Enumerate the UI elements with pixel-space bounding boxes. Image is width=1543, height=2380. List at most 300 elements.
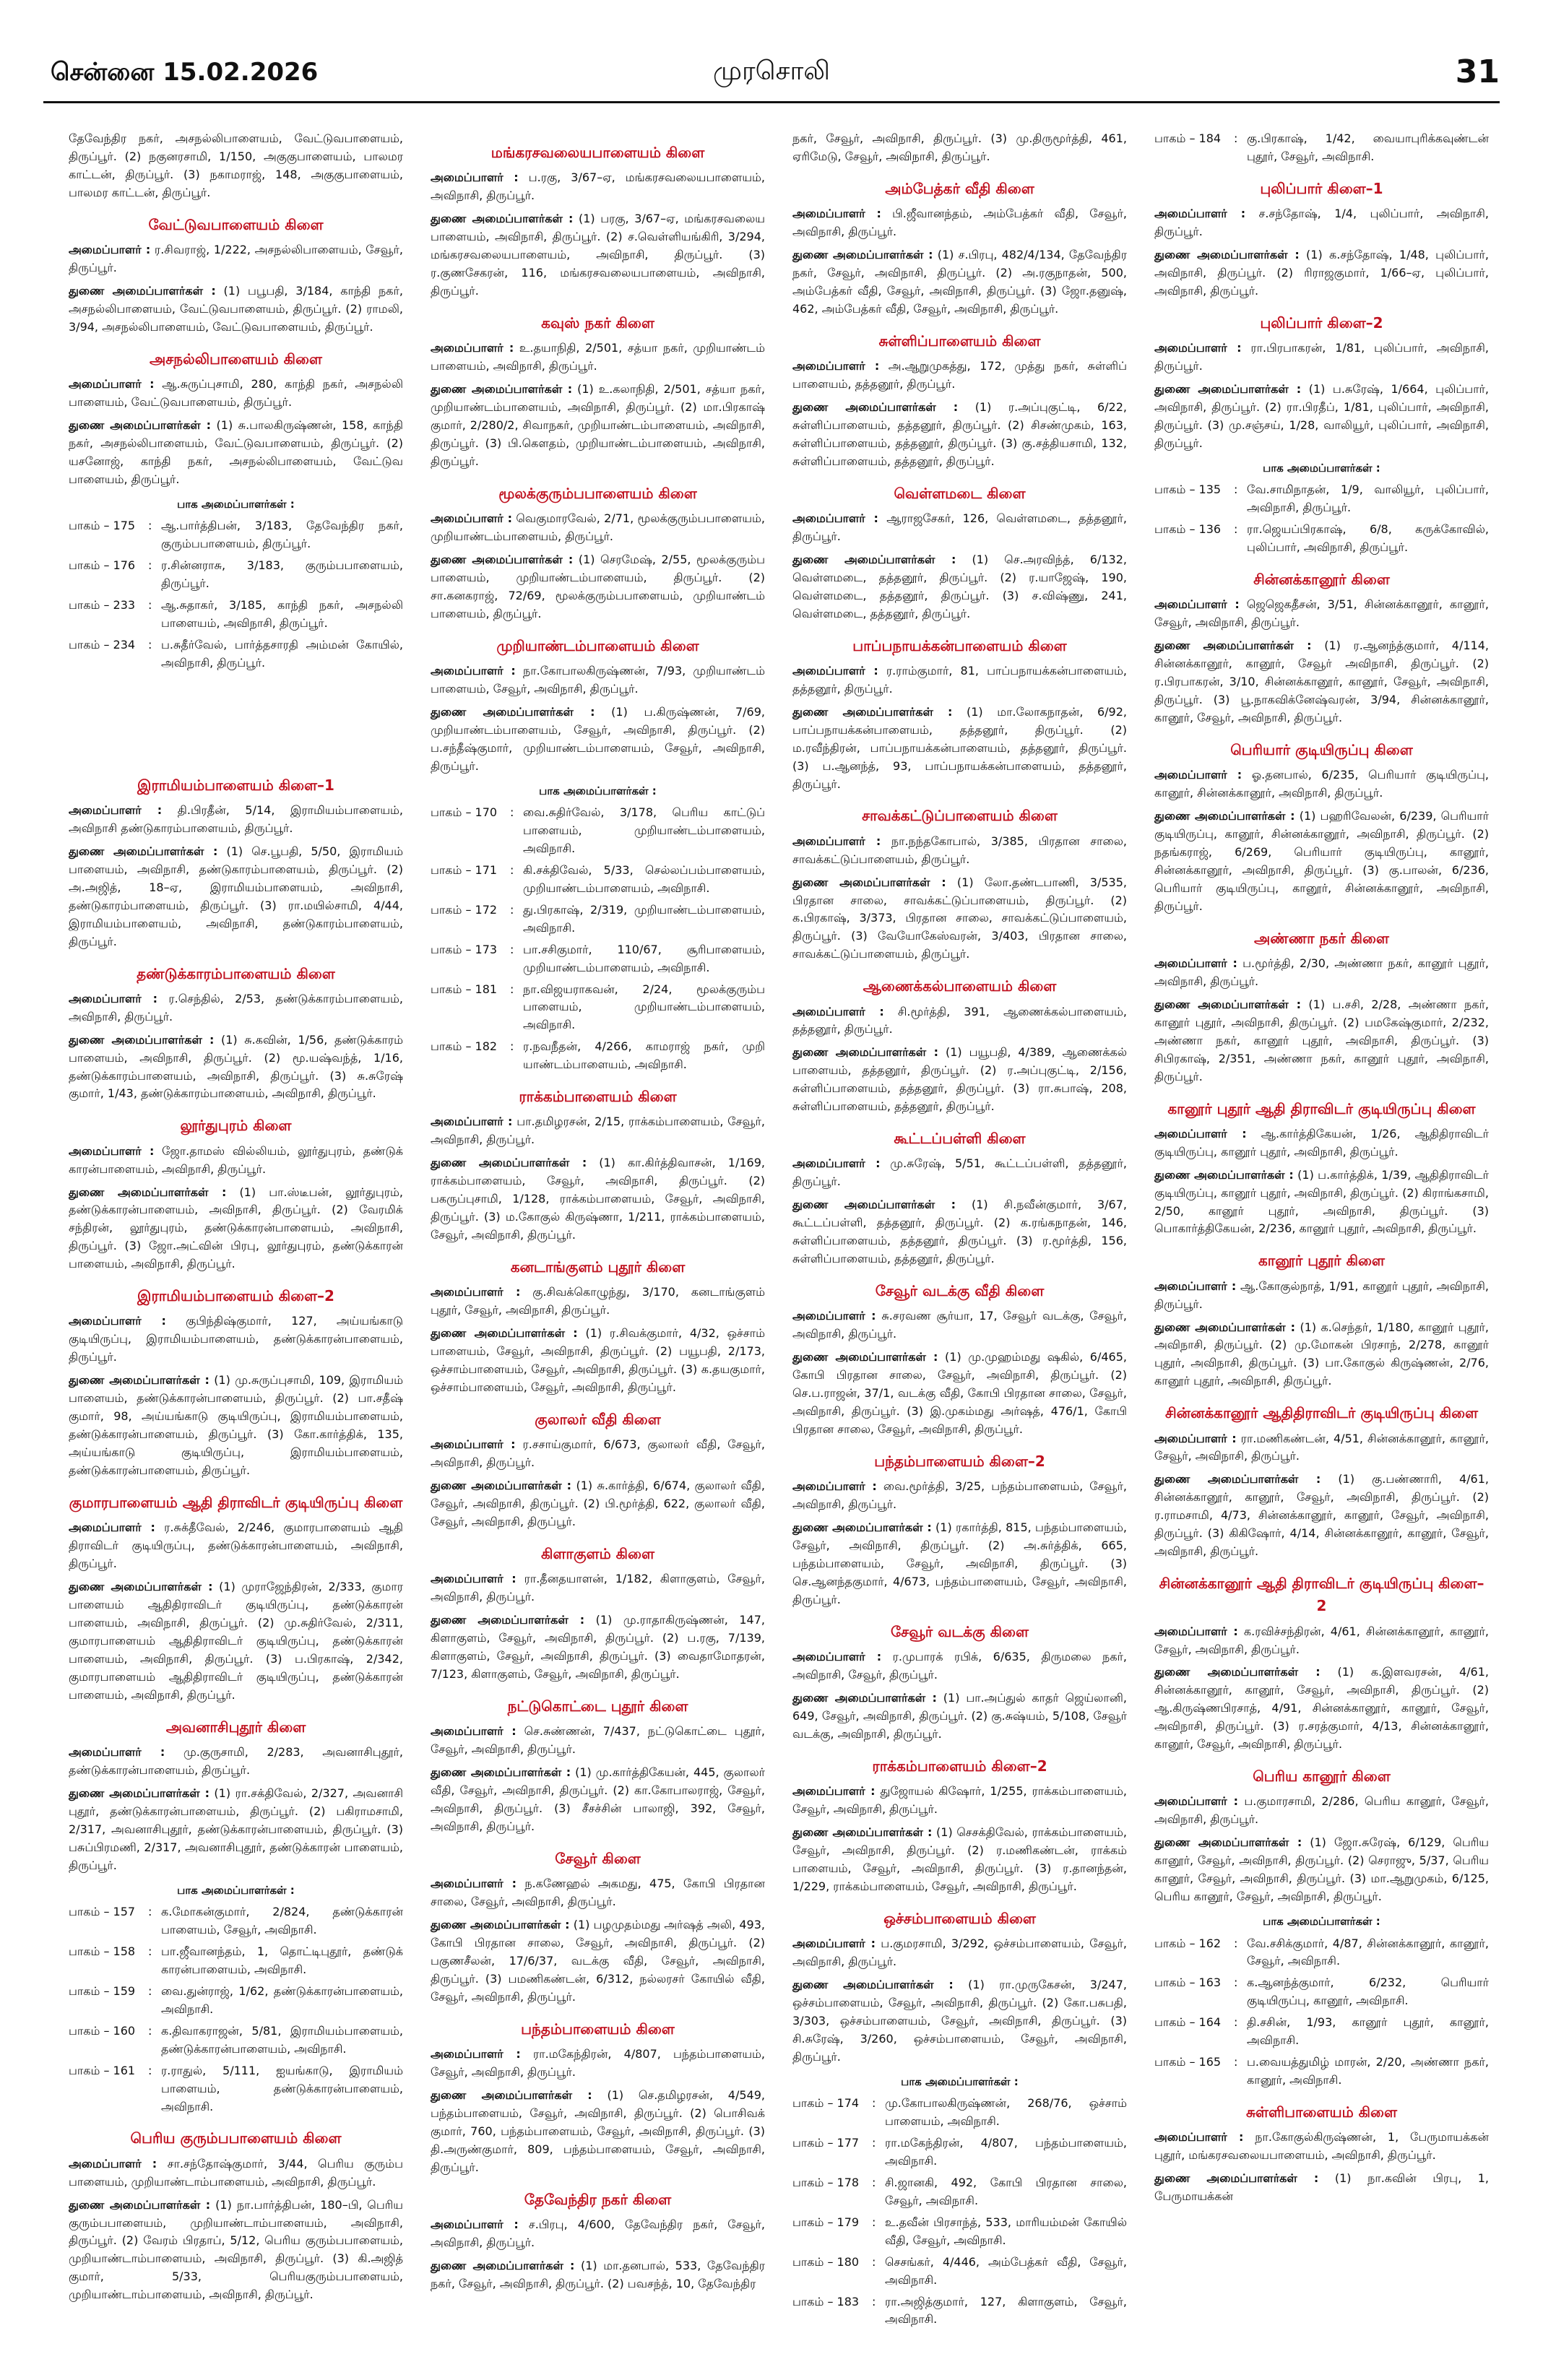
paragraph-text: ந.கணேஹல் அகமது, 475, கோபி பிரதான சாலை, சேவூர், அவிநாசி, திருப்பூர். bbox=[431, 1876, 765, 1908]
paragraph-text: (1) ர.அப்புகுட்டி, 6/22, சுள்ளிப்பாளையம், தத்தனூர், திருப்பூர். (2) சிசண்முகம், 163, சுள்ளிப்பாளையம், தத்தனூர், திருப்பூர். (3) கு.சத்தியசாமி, 132, சுள்ளிப்பாளையம், தத்தனூர், திருப்பூர். bbox=[792, 399, 1127, 468]
booth-row bbox=[1154, 1974, 1489, 2010]
role-label: அமைப்பாளர் : bbox=[1154, 597, 1240, 612]
paragraph-text: ப.குமரசாமி, 3/292, ஒச்சம்பாளையம், சேவூர், அவிநாசி, திருப்பூர். bbox=[792, 1936, 1127, 1968]
booth-organizer: ரா.மகேந்திரன், 4/807, பந்தம்பாளையம், அவிநாசி. bbox=[885, 2135, 1127, 2168]
role-label: அமைப்பாளர் : bbox=[792, 1004, 884, 1018]
branch-heading: அசநல்லிபாளையம் கிளை bbox=[150, 350, 322, 368]
role-label: அமைப்பாளர் : bbox=[69, 376, 155, 391]
paragraph-text: (1) செரமேஷ், 2/55, மூலக்குரும்ப பாளையம், முறியாண்டம்பாளையம், திருப்பூர். (2) சா.கனகராஜ், 72/69, மூலக்குரும்பபாளையம், முறியாண்டம் பாளையம், திருப்பூர். bbox=[431, 552, 765, 620]
branch-heading: இராமியம்பாளையம் கிளை–1 bbox=[137, 776, 334, 794]
paragraph-text: ரா.மகேந்திரன், 4/807, பந்தம்பாளையம், சேவூர், அவிநாசி, திருப்பூர். bbox=[431, 2046, 765, 2079]
booth-separator: : bbox=[148, 519, 152, 533]
booth-row bbox=[792, 2293, 1127, 2329]
booth-row bbox=[1154, 481, 1489, 517]
role-label: அமைப்பாளர் : bbox=[69, 802, 163, 817]
role-label: அமைப்பாளர் : bbox=[1154, 1794, 1238, 1809]
paragraph-text: (1) செசக்திவேல், ராக்கம்பாளையம், சேவூர், அவிநாசி, திருப்பூர். (2) ர.மணிகண்டன், ராக்கம் பாளையம், சேவூர், அவிநாசி, திருப்பூர். (3) ர.தானந்தன், 1/229, ராக்கம்பாளையம், சேவூர், அவிநாசி, திருப்பூர். bbox=[792, 1825, 1127, 1893]
booth-separator: : bbox=[872, 2215, 876, 2229]
booth-separator: : bbox=[510, 862, 514, 877]
paragraph-text: வெகுமாரவேல், 2/71, மூலக்குரும்பபாளையம், முறியாண்டம்பாளையம், திருப்பூர். bbox=[431, 511, 765, 543]
role-label: அமைப்பாளர் : bbox=[792, 511, 878, 525]
paragraph-text: (1) க.சந்தோஷ், 1/48, புலிப்பார், அவிநாசி, திருப்பூர். (2) ரிராஜகுமார், 1/66–ஏ, புலிப்பார், அவிநாசி, திருப்பூர். bbox=[1154, 248, 1489, 298]
role-label: துணை அமைப்பாளர்கள் : bbox=[1154, 997, 1301, 1011]
role-label: துணை அமைப்பாளர்கள் : bbox=[431, 1326, 578, 1341]
paragraph-text: (1) மு.முஹம்மது ஷகில், 6/465, கோபி பிரதான சாலை, சேவூர், அவிநாசி, திருப்பூர். (2) செ.ப.ராஜன், 37/1, வடக்கு வீதி, கோபி பிரதான சாலை, சேவூர், அவிநாசி, திருப்பூர். (3) இ.முகம்மது அர்ஷத், 476/1, கோபி பிரதான சாலை, சேவூர், அவிநாசி, திருப்பூர். bbox=[792, 1350, 1127, 1437]
paragraph-text: (1) ரா.முருகேசன், 3/247, ஒச்சம்பாளையம், சேவூர், அவிநாசி, திருப்பூர். (2) கோ.பசுபதி, 3/303, ஒச்சம்பாளையம், சேவூர், அவிநாசி, திருப்பூர். (3) சி.சுரேஷ், 3/260, ஒச்சம்பாளையம், சேவூர், அவிநாசி, திருப்பூர். bbox=[792, 1977, 1127, 2064]
booth-number: பாகம் – 160 bbox=[69, 2023, 136, 2038]
organizer-paragraph bbox=[792, 1044, 1127, 1116]
booth-organizer: வை.துன்ராஜ், 1/62, தண்டுக்காரன்பாளையம், அவிநாசி. bbox=[161, 1983, 403, 2016]
role-label: அமைப்பாளர் : bbox=[431, 170, 519, 185]
booth-number: பாகம் – 170 bbox=[431, 805, 498, 819]
header-rule bbox=[43, 101, 1500, 103]
paragraph-text: (1) மு.ராதாகிருஷ்ணன், 147, கிளாகுளம், சேவூர், அவிநாசி, திருப்பூர். (2) ப.ரகு, 7/139, கிளாகுளம், சேவூர், அவிநாசி, திருப்பூர். (3) வைதாமோதரன், 7/123, கிளாகுளம், சேவூர், அவிநாசி, திருப்பூர். bbox=[431, 1613, 765, 1681]
paragraph-text: (1) க.இளவரசன், 4/61, சின்னக்கானூர், கானூர், சேவூர், அவிநாசி, திருப்பூர். (2) ஆ.கிருஷ்ணபிரசாத், 4/91, சின்னக்கானூர், கானூர், சேவூர், அவிநாசி, திருப்பூர். (3) ர.சரத்குமார், 4/13, சின்னக்கானூர், கானூர், சேவூர், அவிநாசி, திருப்பூர். bbox=[1154, 1665, 1489, 1752]
booth-organizer: சி.ஜானகி, 492, கோபி பிரதான சாலை, சேவூர், அவிநாசி. bbox=[885, 2175, 1127, 2207]
booth-separator: : bbox=[148, 1983, 152, 1998]
organizer-paragraph bbox=[1154, 808, 1489, 916]
paragraph-text: ரா.பிரபாகரன், 1/81, புலிப்பார், அவிநாசி, திருப்பூர். bbox=[1154, 341, 1489, 373]
booth-row bbox=[431, 1038, 765, 1074]
organizer-paragraph bbox=[1154, 596, 1489, 632]
organizer-paragraph bbox=[431, 1570, 765, 1606]
booth-number: பாகம் – 175 bbox=[69, 519, 136, 533]
organizer-paragraph bbox=[431, 510, 765, 546]
paragraph-text: ச.பிரபு, 4/600, தேவேந்திர நகர், சேவூர், அவிநாசி, திருப்பூர். bbox=[431, 2217, 765, 2249]
role-label: அமைப்பாளர் : bbox=[792, 1309, 876, 1323]
organizer-paragraph bbox=[1154, 1663, 1489, 1754]
paragraph-text: (1) கா.கிர்த்திவாசன், 1/169, ராக்கம்பாளையம், சேவூர், அவிநாசி, திருப்பூர். (2) பகருப்புசாமி, 1/128, ராக்கம்பாளையம், சேவூர், அவிநாசி, திருப்பூர். (3) ம.கோகுல் கிருஷ்ணா, 1/211, ராக்கம்பாளையம், சேவூர், அவிநாசி, திருப்பூர். bbox=[431, 1156, 765, 1242]
organizer-paragraph bbox=[1154, 1430, 1489, 1466]
role-label: துணை அமைப்பாளர்கள் : bbox=[431, 381, 573, 396]
role-label: துணை அமைப்பாளர்கள் : bbox=[1154, 1835, 1302, 1850]
role-label: அமைப்பாளர் : bbox=[792, 207, 881, 221]
organizer-paragraph bbox=[792, 1003, 1127, 1039]
role-label: அமைப்பாளர் : bbox=[1154, 1431, 1237, 1445]
organizer-paragraph bbox=[1154, 1471, 1489, 1561]
role-label: அமைப்பாளர் : bbox=[69, 1314, 166, 1328]
organizer-paragraph bbox=[1154, 2129, 1489, 2165]
role-label: அமைப்பாளர் : bbox=[1154, 956, 1237, 970]
organizer-paragraph bbox=[69, 417, 403, 489]
paragraph-text: ர.முபாரக் ரபிக், 6/635, திருமலை நகர், அவிநாசி, சேவூர், திருப்பூர். bbox=[792, 1650, 1127, 1682]
branch-heading: வேட்டுவபாளையம் கிளை bbox=[148, 215, 324, 233]
role-label: துணை அமைப்பாளர்கள் : bbox=[69, 1185, 227, 1199]
paragraph-text: (1) ப.சசி, 2/28, அண்ணா நகர், கானூர் புதூர், அவிநாசி, திருப்பூர். (2) பமகேஷ்குமார், 2/232, அண்ணா நகர், கானூர் புதூர், அவிநாசி, திருப்பூர். (3) சிபிரகாஷ், 2/351, அண்ணா நகர், கானூர் புதூர், அவிநாசி, திருப்பூர். bbox=[1154, 997, 1489, 1083]
paragraph-text: ஆராஜசேகர், 126, வெள்ளமடை, தத்தனூர், திருப்பூர். bbox=[792, 511, 1127, 543]
organizer-paragraph bbox=[69, 1519, 403, 1573]
branch-heading: முறியாண்டம்பாளையம் கிளை bbox=[496, 636, 699, 654]
booth-separator: : bbox=[872, 2294, 876, 2308]
paragraph-text: சு.சரவண சூர்யா, 17, சேவூர் வடக்கு, சேவூர், அவிநாசி, திருப்பூர். bbox=[792, 1309, 1127, 1341]
organizer-paragraph bbox=[69, 241, 403, 277]
branch-heading: சின்னக்கானூர் ஆதிதிராவிடர் குடியிருப்பு கிளை bbox=[1164, 1404, 1479, 1422]
booth-row bbox=[431, 804, 765, 858]
booth-separator: : bbox=[510, 942, 514, 956]
paragraph-text: (1) முராஜேந்திரன், 2/333, குமார பாளையம் ஆதிதிராவிடர் குடியிருப்பு, தண்டுக்காரன் பாளையம், அவிநாசி, திருப்பூர். (2) மு.சுதிர்வேல், 2/311, குமாரபாளையம் ஆதிதிராவிடர் குடியிருப்பு, தண்டுக்காரன் பாளையம், அவிநாசி, திருப்பூர். (3) ப.பிரகாஷ், 2/342, குமாரபாளையம் ஆதிதிராவிடர் குடியிருப்பு, தண்டுக்காரன் பாளையம், அவிநாசி, திருப்பூர். bbox=[69, 1580, 403, 1702]
branch-heading: கவுஸ் நகர் கிளை bbox=[541, 313, 654, 332]
role-label: அமைப்பாளர் : bbox=[1154, 207, 1246, 221]
paragraph-text: உ.தயாநிதி, 2/501, சத்யா நகர், முறியாண்டம் பாளையம், அவிநாசி, திருப்பூர். bbox=[431, 341, 765, 373]
booth-organizer: செசங்கர், 4/446, அம்பேத்கர் வீதி, சேவூர், அவிநாசி. bbox=[885, 2254, 1127, 2287]
organizer-paragraph bbox=[792, 1935, 1127, 1971]
role-label: அமைப்பாளர் : bbox=[69, 1520, 155, 1535]
organizer-paragraph bbox=[431, 551, 765, 623]
organizer-paragraph bbox=[1154, 1793, 1489, 1829]
role-label: அமைப்பாளர் : bbox=[1154, 1278, 1237, 1293]
role-label: துணை அமைப்பாளர்கள் : bbox=[792, 1825, 933, 1839]
paragraph-text: துஜோயல் கிஷோர், 1/255, ராக்கம்பாளையம், சேவூர், அவிநாசி, திருப்பூர். bbox=[792, 1784, 1127, 1816]
role-label: துணை அமைப்பாளர்கள் : bbox=[431, 212, 574, 226]
role-label: அமைப்பாளர் : bbox=[792, 1650, 882, 1664]
branch-heading: சுள்ளிபாளையம் கிளை bbox=[1245, 2103, 1398, 2121]
booth-organizer: க.மோகன்குமார், 2/824, தண்டுக்காரன் பாளையம், சேவூர், அவிநாசி. bbox=[161, 1905, 403, 1937]
role-label: அமைப்பாளர் : bbox=[1154, 341, 1242, 355]
role-label: அமைப்பாளர் : bbox=[431, 663, 516, 678]
branch-heading: வெள்ளமடை கிளை bbox=[894, 484, 1026, 502]
role-label: துணை அமைப்பாளர்கள் : bbox=[1154, 808, 1295, 823]
organizer-paragraph bbox=[1154, 205, 1489, 241]
organizer-paragraph bbox=[792, 704, 1127, 794]
role-label: அமைப்பாளர் : bbox=[431, 2046, 521, 2061]
booth-separator: : bbox=[148, 597, 152, 612]
role-label: துணை அமைப்பாளர்கள் : bbox=[69, 283, 216, 298]
role-label: அமைப்பாளர் : bbox=[431, 1572, 517, 1586]
booth-number: பாகம் – 158 bbox=[69, 1944, 136, 1958]
organizer-paragraph bbox=[69, 990, 403, 1026]
edition-date: சென்னை 15.02.2026 bbox=[51, 58, 319, 87]
booth-organizer: பா.சசிகுமார், 110/67, சூரிபாளையம், முறியாண்டம்பாளையம், அவிநாசி. bbox=[523, 942, 765, 974]
booth-number: பாகம் – 165 bbox=[1154, 2055, 1222, 2069]
paragraph-text: சி.மூர்த்தி, 391, ஆணைக்கல்பாளையம், தத்தனூர், திருப்பூர். bbox=[792, 1004, 1127, 1037]
paragraph-text: (1) கு.பண்ணாரி, 4/61, சின்னக்கானூர், கானூர், சேவூர், அவிநாசி, திருப்பூர். (2) ர.ராமசாமி, 4/73, சின்னக்கானூர், கானூர், சேவூர், அவிநாசி, திருப்பூர். (3) கிகிஷோர், 4/14, சின்னக்கானூர், கானூர், சேவூர், அவிநாசி, திருப்பூர். bbox=[1154, 1472, 1489, 1559]
booth-number: பாகம் – 171 bbox=[431, 862, 498, 877]
role-label: அமைப்பாளர் : bbox=[792, 1784, 876, 1799]
paragraph-text: ஆ.கோகுல்நாத், 1/91, கானூர் புதூர், அவிநாசி, திருப்பூர். bbox=[1154, 1278, 1489, 1311]
branch-heading: ராக்கம்பாளையம் கிளை bbox=[519, 1088, 677, 1106]
booth-separator: : bbox=[1234, 522, 1238, 537]
branch-heading: கானூர் புதூர் ஆதி திராவிடர் குடியிருப்பு கிளை bbox=[1167, 1099, 1476, 1117]
booth-number: பாகம் – 173 bbox=[431, 942, 498, 956]
branch-heading: புலிப்பார் கிளை–2 bbox=[1260, 313, 1383, 332]
paragraph-text: (1) பஹரிவேலன், 6/239, பெரியார் குடியிருப்பு, கானூர், சின்னக்கானூர், அவிநாசி, திருப்பூர். (2) நதங்கராஜ், 6/269, பெரியார் குடியிருப்பு, கானூர், சின்னக்கானூர், அவிநாசி, திருப்பூர். (3) கு.பாலன், 6/236, பெரியார் குடியிருப்பு, கானூர், சின்னக்கானூர், அவிநாசி, திருப்பூர். bbox=[1154, 808, 1489, 913]
organizer-paragraph bbox=[69, 1184, 403, 1274]
paragraph-text: (1) செ.பூபதி, 5/50, இராமியம் பாளையம், அவிநாசி, தண்டுகாரம்பாளையம், திருப்பூர். (2) அ.அஜித், 18–ஏ, இராமியம்பாளையம், அவிநாசி, தண்டுகாரம்பாளையம், திருப்பூர். (3) ரா.மயில்சாமி, 4/44, இராமியம்பாளையம், அவிநாசி, தண்டுகாரம்பாளையம், திருப்பூர். bbox=[69, 844, 403, 948]
role-label: துணை அமைப்பாளர்கள் : bbox=[1154, 381, 1302, 396]
organizer-paragraph bbox=[1154, 1319, 1489, 1391]
branch-heading: ஒச்சம்பாளையம் கிளை bbox=[883, 1909, 1036, 1927]
booth-organizer: து.பிரகாஷ், 2/319, முறியாண்டம்பாளையம், அவிநாசி. bbox=[523, 902, 765, 935]
organizer-paragraph bbox=[431, 1154, 765, 1245]
role-label: அமைப்பாளர் : bbox=[1154, 2130, 1244, 2145]
branch-heading: கிளாகுளம் கிளை bbox=[540, 1544, 654, 1562]
branch-heading: பந்தம்பாளையம் கிளை bbox=[521, 2020, 675, 2038]
branch-heading: குலாலர் வீதி கிளை bbox=[535, 1411, 661, 1429]
booth-number: பாகம் – 164 bbox=[1154, 2015, 1222, 2030]
section-subheading: பாக அமைப்பாளர்கள் : bbox=[539, 784, 657, 797]
organizer-paragraph bbox=[1154, 1125, 1489, 1161]
paragraph-text: (1) மு.கார்த்திகேயன், 445, குலாலர் வீதி, சேவூர், அவிநாசி, திருப்பூர். (2) கா.கோபாலராஜ், சேவூர், அவிநாசி, திருப்பூர். (3) சீசச்சின் பாலாஜி, 392, சேவூர், அவிநாசி, திருப்பூர். bbox=[431, 1765, 765, 1833]
organizer-paragraph bbox=[431, 704, 765, 776]
booth-separator: : bbox=[1234, 1976, 1238, 1990]
organizer-paragraph bbox=[1154, 381, 1489, 453]
booth-number: பாகம் – 135 bbox=[1154, 483, 1222, 497]
booth-number: பாகம் – 234 bbox=[69, 637, 136, 652]
column-2 bbox=[431, 130, 765, 2358]
organizer-paragraph bbox=[792, 1783, 1127, 1819]
paragraph-text: ப.ரகு, 3/67–ஏ, மங்கரசவலையபாளையம், அவிநாசி, திருப்பூர். bbox=[431, 170, 765, 203]
organizer-paragraph bbox=[1154, 339, 1489, 376]
booth-organizer: ரா.அஜித்குமார், 127, கிளாகுளம், சேவூர், அவிநாசி. bbox=[885, 2294, 1127, 2327]
paragraph-text: ஆ.சுருப்புசாமி, 280, காந்தி நகர், அசநல்லி பாளையம், வேட்டுவபாளையம், திருப்பூர். bbox=[69, 376, 403, 409]
booth-number: பாகம் – 157 bbox=[69, 1905, 136, 1918]
role-label: துணை அமைப்பாளர்கள் : bbox=[1154, 248, 1300, 261]
booth-number: பாகம் – 163 bbox=[1154, 1976, 1222, 1990]
booth-organizer: க.திவாகராஜன், 5/81, இராமியம்பாளையம், தண்டுக்காரன்பாளையம், அவிநாசி. bbox=[161, 2023, 403, 2056]
role-label: துணை அமைப்பாளர்கள் : bbox=[792, 1198, 956, 1212]
booth-organizer: பா.ஜீவானந்தம், 1, தொட்டிபுதூர், தண்டுக் காரன்பாளையம், அவிநாசி. bbox=[161, 1944, 403, 1976]
role-label: துணை அமைப்பாளர்கள் : bbox=[792, 399, 959, 414]
organizer-paragraph bbox=[792, 1307, 1127, 1343]
booth-separator: : bbox=[148, 2023, 152, 2038]
paragraph-text: (1) ப.சுரேஷ், 1/664, புலிப்பார், அவிநாசி, திருப்பூர். (2) ரா.பிரதீப், 1/81, புலிப்பார், அவிநாசி, திருப்பூர். (3) மு.சஞ்சய், 1/28, வாலியூர், புலிப்பார், அவிநாசி, திருப்பூர். bbox=[1154, 381, 1489, 450]
organizer-paragraph bbox=[1154, 246, 1489, 300]
booth-row bbox=[69, 1943, 403, 1979]
role-label: துணை அமைப்பாளர்கள் : bbox=[431, 2258, 575, 2272]
paragraph-text: (1) மு.சுருப்புசாமி, 109, இராமியம் பாளையம், தண்டுக்காரன்பாளையம், திருப்பூர். (2) பா.சதீஷ் குமார், 98, அய்யங்காடு குடியிருப்பு, இராமியம்பாளையம், தண்டுக்காரன்பாளையம், திருப்பூர். (3) கோ.கார்த்திக், 135, அய்யங்காடு குடியிருப்பு, இராமியம்பாளையம், தண்டுக்காரன்பாளையம், திருப்பூர். bbox=[69, 1373, 403, 1478]
branch-heading: சேவூர் கிளை bbox=[555, 1849, 641, 1867]
role-label: துணை அமைப்பாளர்கள் : bbox=[69, 1786, 210, 1800]
organizer-paragraph bbox=[431, 2046, 765, 2082]
role-label: அமைப்பாளர் : bbox=[431, 2217, 519, 2231]
booth-organizer: ப.வையத்துமிழ் மாரன், 2/20, அண்ணா நகர், கானூர், அவிநாசி. bbox=[1247, 2055, 1489, 2087]
role-label: துணை அமைப்பாளர்கள் : bbox=[1154, 1472, 1321, 1487]
branch-heading: கானூர் புதூர் கிளை bbox=[1258, 1252, 1385, 1270]
booth-organizer: தி.சசின், 1/93, கானூர் புதூர், கானூர், அவிநாசி. bbox=[1247, 2015, 1489, 2048]
organizer-paragraph bbox=[431, 1113, 765, 1149]
booth-row bbox=[69, 1983, 403, 2019]
booth-row bbox=[1154, 1935, 1489, 1971]
organizer-paragraph bbox=[792, 1478, 1127, 1514]
booth-number: பாகம் – 159 bbox=[69, 1983, 136, 1998]
organizer-paragraph bbox=[792, 1976, 1127, 2067]
paragraph-text: (1) ப.கிருஷ்ணன், 7/69, முறியாண்டம்பாளையம், சேவூர், அவிநாசி, திருப்பூர். (2) ப.சந்தீஷ்குமார், முறியாண்டம்பாளையம், சேவூர், அவிநாசி, திருப்பூர். bbox=[431, 704, 765, 773]
branch-heading: பந்தம்பாளையம் கிளை–2 bbox=[874, 1453, 1045, 1471]
branch-heading: பாப்பநாயக்கன்பாளையம் கிளை bbox=[852, 636, 1067, 654]
booth-row bbox=[69, 636, 403, 672]
booth-organizer: வே.சாமிநாதன், 1/9, வாலியூர், புலிப்பார், அவிநாசி, திருப்பூர். bbox=[1247, 483, 1489, 515]
organizer-paragraph bbox=[69, 130, 403, 202]
paragraph-text: (1) பயூபதி, 4/389, ஆணைக்கல் பாளையம், தத்தனூர், திருப்பூர். (2) ர.அப்புகுட்டி, 2/156, சுள்ளிப்பாளையம், தத்தனூர், திருப்பூர். (3) ரா.சுபாஷ், 208, சுள்ளிப்பாளையம், தத்தனூர், திருப்பூர். bbox=[792, 1045, 1127, 1114]
paragraph-text: ஜோ.தாமஸ் வில்லியம், லூர்துபுரம், தண்டுக் காரன்பாளையம், அவிநாசி, திருப்பூர். bbox=[69, 1143, 403, 1176]
role-label: துணை அமைப்பாளர்கள் : bbox=[792, 1520, 932, 1535]
section-subheading: பாக அமைப்பாளர்கள் : bbox=[177, 497, 295, 511]
booth-organizer: கி.சக்திவேல், 5/33, செல்லப்பம்பாளையம், முறியாண்டம்பாளையம், அவிநாசி. bbox=[523, 862, 765, 895]
organizer-paragraph bbox=[792, 246, 1127, 319]
page-number: 31 bbox=[1455, 53, 1500, 90]
booth-row bbox=[431, 981, 765, 1035]
organizer-paragraph bbox=[69, 1031, 403, 1104]
organizer-paragraph bbox=[431, 1284, 765, 1320]
role-label: அமைப்பாளர் : bbox=[1154, 1624, 1238, 1638]
organizer-paragraph bbox=[1154, 1278, 1489, 1314]
booth-number: பாகம் – 176 bbox=[69, 558, 136, 572]
booth-organizer: ஆ.சுதாகர், 3/185, காந்தி நகர், அசநல்லி பாளையம், அவிநாசி, திருப்பூர். bbox=[161, 597, 403, 630]
branch-heading: சாவக்கட்டுப்பாளையம் கிளை bbox=[862, 807, 1058, 825]
paragraph-text: வை.மூர்த்தி, 3/25, பந்தம்பாளையம், சேவூர், அவிநாசி, திருப்பூர். bbox=[792, 1479, 1127, 1512]
organizer-paragraph bbox=[431, 381, 765, 471]
paragraph-text: (1) சு.கவின், 1/56, தண்டுக்காரம் பாளையம், அவிநாசி, திருப்பூர். (2) மூ.யஷ்வந்த், 1/16, தண்டுக்காரம்பாளையம், அவிநாசி, திருப்பூர். (3) சு.சுரேஷ் குமார், 1/43, தண்டுக்காரம்பாளையம், அவிநாசி, திருப்பூர். bbox=[69, 1032, 403, 1101]
organizer-paragraph bbox=[1154, 1834, 1489, 1906]
booth-organizer: வே.சசிக்குமார், 4/87, சின்னக்கானூர், கானூர், சேவூர், அவிநாசி. bbox=[1247, 1936, 1489, 1968]
role-label: துணை அமைப்பாளர்கள் : bbox=[69, 1373, 209, 1388]
branch-heading: சேவூர் வடக்கு கிளை bbox=[890, 1622, 1029, 1640]
branch-heading: லூர்துபுரம் கிளை bbox=[180, 1117, 292, 1135]
role-label: துணை அமைப்பாளர்கள் : bbox=[431, 1613, 585, 1627]
paragraph-text: ரா.தீனதயாளன், 1/182, கிளாகுளம், சேவூர், அவிநாசி, திருப்பூர். bbox=[431, 1572, 765, 1604]
booth-row bbox=[792, 2134, 1127, 2171]
role-label: துணை அமைப்பாளர்கள் : bbox=[431, 552, 574, 566]
paragraph-text: ர.சசாய்குமார், 6/673, குலாலர் வீதி, சேவூர், அவிநாசி, திருப்பூர். bbox=[431, 1437, 765, 1470]
organizer-paragraph bbox=[1154, 996, 1489, 1086]
paragraph-text: ர.சுக்தீவேல், 2/246, குமாரபாளையம் ஆதி திராவிடர் குடியிருப்பு, தண்டுக்காரன்பாளையம், அவிநாசி, திருப்பூர். bbox=[69, 1520, 403, 1571]
organizer-paragraph bbox=[431, 2087, 765, 2177]
organizer-paragraph bbox=[792, 1689, 1127, 1744]
booth-separator: : bbox=[510, 1039, 514, 1054]
paragraph-text: (1) ர.ஆனந்த்குமார், 4/114, சின்னக்கானூர், கானூர், சேவூர் அவிநாசி, திருப்பூர். (2) ர.பிரபாகரன், 3/10, சின்னக்கானூர், கானூர், சேவூர், அவிநாசி, திருப்பூர். (3) பூ.நாகவிக்னேஷ்வரன், 3/94, சின்னக்கானூர், கானூர், சேவூர், அவிநாசி, திருப்பூர். bbox=[1154, 639, 1489, 724]
section-subheading: பாக அமைப்பாளர்கள் : bbox=[177, 1883, 295, 1897]
organizer-paragraph bbox=[431, 1436, 765, 1472]
booth-row bbox=[792, 2095, 1127, 2131]
newspaper-title: முரசொலி bbox=[713, 56, 830, 86]
role-label: துணை அமைப்பாளர்கள் : bbox=[431, 1765, 571, 1779]
role-label: துணை அமைப்பாளர்கள் : bbox=[1154, 2171, 1319, 2186]
role-label: துணை அமைப்பாளர்கள் : bbox=[69, 417, 212, 432]
organizer-paragraph bbox=[1154, 2170, 1489, 2206]
article-columns bbox=[69, 130, 1492, 2358]
role-label: துணை அமைப்பாளர்கள் : bbox=[69, 844, 218, 858]
booth-row bbox=[792, 2254, 1127, 2290]
organizer-paragraph bbox=[69, 1578, 403, 1705]
organizer-paragraph bbox=[431, 1611, 765, 1684]
booth-row bbox=[69, 2022, 403, 2059]
organizer-paragraph bbox=[69, 2155, 403, 2191]
role-label: அமைப்பாளர் : bbox=[431, 341, 514, 355]
paragraph-text: (1) ரகார்த்தி, 815, பந்தம்பாளையம், சேவூர், அவிநாசி, திருப்பூர். (2) அ.சுர்த்திக், 665, பந்தம்பாளையம், சேவூர், அவிநாசி, திருப்பூர். (3) செ.ஆனந்தகுமார், 4/673, பந்தம்பாளையம், சேவூர், அவிநாசி, திருப்பூர். bbox=[792, 1520, 1127, 1606]
booth-separator: : bbox=[148, 1944, 152, 1958]
branch-heading: குமாரபாளையம் ஆதி திராவிடர் குடியிருப்பு கிளை bbox=[69, 1494, 403, 1512]
role-label: துணை அமைப்பாளர்கள் : bbox=[792, 704, 953, 719]
booth-organizer: ர.நவநீதன், 4/266, காமராஜ் நகர், முறி யாண்டம்பாளையம், அவிநாசி. bbox=[523, 1039, 765, 1072]
paragraph-text: அ.ஆறுமுகத்து, 172, முத்து நகர், சுள்ளிப் பாளையம், தத்தனூர், திருப்பூர். bbox=[792, 359, 1127, 391]
paragraph-text: ப.மூர்த்தி, 2/30, அண்ணா நகர், கானூர் புதூர், அவிநாசி, திருப்பூர். bbox=[1154, 956, 1489, 988]
booth-organizer: க.ஆனந்த்குமார், 6/232, பெரியார் குடியிருப்பு, கானூர், அவிநாசி. bbox=[1247, 1976, 1489, 2008]
booth-separator: : bbox=[872, 2135, 876, 2150]
branch-heading: பெரிய குரும்பபாளையம் கிளை bbox=[130, 2129, 342, 2147]
paragraph-text: (1) பா.அப்துல் காதர் ஜெய்லானி, 649, சேவூர், அவிநாசி, திருப்பூர். (2) கு.சுஷ்யம், 5/108, சேவூர் வடக்கு, அவிநாசி, திருப்பூர். bbox=[792, 1690, 1127, 1741]
paragraph-text: ரா.மணிகண்டன், 4/51, சின்னக்கானூர், கானூர், சேவூர், அவிநாசி, திருப்பூர். bbox=[1154, 1431, 1489, 1463]
paragraph-text: (1) ர.சிவக்குமார், 4/32, ஒச்சாம் பாளையம், சேவூர், அவிநாசி, திருப்பூர். (2) பயூபதி, 2/173, ஒச்சாம்பாளையம், சேவூர், அவிநாசி, திருப்பூர். (3) க.தயகுமார், ஒச்சாம்பாளையம், சேவூர், அவிநாசி, திருப்பூர். bbox=[431, 1326, 765, 1395]
branch-heading: சின்னக்கானூர் ஆதி திராவிடர் குடியிருப்பு கிளை–2 bbox=[1159, 1575, 1484, 1615]
paragraph-text: (1) மா.லோகநாதன், 6/92, பாப்பநாயக்கன்பாளையம், தத்தனூர், திருப்பூர். (2) ம.ரவீந்திரன், பாப்பநாயக்கன்பாளையம், தத்தனூர், திருப்பூர். (3) ப.ஆனந்த், 93, பாப்பநாயக்கன்பாளையம், தத்தனூர், திருப்பூர். bbox=[792, 704, 1127, 791]
role-label: அமைப்பாளர் : bbox=[431, 1115, 513, 1129]
branch-heading: அண்ணா நகர் கிளை bbox=[1254, 929, 1389, 947]
paragraph-text: (1) பரகு, 3/67–ஏ, மங்கரசவலைய பாளையம், அவிநாசி, திருப்பூர். (2) ச.வெள்ளியங்கிரி, 3/294, மங்கரசவலையபாளையம், அவிநாசி, திருப்பூர். (3) ர.குணசேகரன், 116, மங்கரசவலையபாளையம், அவிநாசி, திருப்பூர். bbox=[431, 212, 765, 298]
paragraph-text: (1) நா.பார்த்திபன், 180–பி, பெரிய குரும்பபாளையம், முறியாண்டாம்பாளையம், அவிநாசி, திருப்பூர். (2) வேரம் பிரதாப், 5/12, பெரிய குரும்பபாளையம், முறியாண்டாம்பாளையம், அவிநாசி, திருப்பூர். (3) கி.அஜித் குமார், 5/33, பெரியகுரும்பபாளையம், முறியாண்டாம்பாளையம், அவிநாசி, திருப்பூர். bbox=[69, 2197, 403, 2302]
branch-heading: கூட்டப்பள்ளி கிளை bbox=[894, 1130, 1026, 1148]
booth-row bbox=[431, 941, 765, 977]
paragraph-text: ச.சந்தோஷ், 1/4, புலிப்பார், அவிநாசி, திருப்பூர். bbox=[1154, 207, 1489, 239]
role-label: துணை அமைப்பாளர்கள் : bbox=[431, 2087, 592, 2102]
booth-separator: : bbox=[872, 2095, 876, 2110]
booth-separator: : bbox=[1234, 1936, 1238, 1950]
organizer-paragraph bbox=[69, 1312, 403, 1367]
booth-number: பாகம் – 161 bbox=[69, 2063, 136, 2077]
column-gap bbox=[69, 676, 403, 763]
booth-row bbox=[69, 517, 403, 553]
masthead bbox=[0, 0, 1543, 108]
paragraph-text: (1) பபூபதி, 3/184, காந்தி நகர், அசநல்லிபாளையம், வேட்டுவபாளையம், திருப்பூர். (2) ராமலி, 3/94, அசநல்லிபாளையம், வேட்டுவபாளையம், திருப்பூர். bbox=[69, 283, 403, 334]
organizer-paragraph bbox=[69, 1372, 403, 1480]
booth-separator: : bbox=[148, 558, 152, 572]
role-label: துணை அமைப்பாளர்கள் : bbox=[69, 1580, 213, 1594]
paragraph-text: (1) சு.கார்த்தி, 6/674, குலாலர் வீதி, சேவூர், அவிநாசி, திருப்பூர். (2) பி.மூர்த்தி, 622, குலாலர் வீதி, சேவூர், அவிநாசி, திருப்பூர். bbox=[431, 1479, 765, 1529]
role-label: துணை அமைப்பாளர்கள் : bbox=[431, 1479, 572, 1493]
organizer-paragraph bbox=[1154, 766, 1489, 802]
paragraph-text: நகர், சேவூர், அவிநாசி, திருப்பூர். (3) மு.திருமூர்த்தி, 461, ஏரிமேடு, சேவூர், அவிநாசி, திருப்பூர். bbox=[792, 131, 1127, 163]
paragraph-text: பி.ஜீவானந்தம், அம்பேத்கர் வீதி, சேவூர், அவிநாசி, திருப்பூர். bbox=[792, 207, 1127, 239]
organizer-paragraph bbox=[431, 169, 765, 205]
booth-separator: : bbox=[510, 902, 514, 917]
role-label: துணை அமைப்பாளர்கள் : bbox=[1154, 639, 1312, 653]
booth-number: பாகம் – 177 bbox=[792, 2135, 860, 2150]
paragraph-text: (1) ஜோ.சுரேஷ், 6/129, பெரிய கானூர், சேவூர், அவிநாசி, திருப்பூர். (2) செராஜு, 5/37, பெரிய கானூர், சேவூர், அவிநாசி, திருப்பூர். (3) மா.ஆறுமுகம், 6/125, பெரிய கானூர், சேவூர், அவிநாசி, திருப்பூர். bbox=[1154, 1835, 1489, 1904]
organizer-paragraph bbox=[792, 358, 1127, 394]
role-label: அமைப்பாளர் : bbox=[431, 1876, 517, 1890]
organizer-paragraph bbox=[431, 2257, 765, 2293]
branch-heading: பெரியார் குடியிருப்பு கிளை bbox=[1230, 740, 1413, 758]
booth-number: பாகம் – 136 bbox=[1154, 522, 1222, 537]
role-label: துணை அமைப்பாளர்கள் : bbox=[431, 1917, 570, 1931]
role-label: அமைப்பாளர் : bbox=[792, 663, 878, 678]
paragraph-text: ஜெஜெகதீசன், 3/51, சின்னக்கானூர், கானூர், சேவூர், அவிநாசி, திருப்பூர். bbox=[1154, 597, 1489, 630]
column-1 bbox=[69, 130, 403, 2358]
organizer-paragraph bbox=[431, 1875, 765, 1911]
booth-row bbox=[69, 597, 403, 633]
organizer-paragraph bbox=[792, 662, 1127, 698]
role-label: துணை அமைப்பாளர்கள் : bbox=[69, 1032, 215, 1047]
booth-row bbox=[792, 2174, 1127, 2210]
paragraph-text: குபிந்திஷ்குமார், 127, அய்யங்காடு குடியிருப்பு, இராமியம்பாளையம், தண்டுக்காரன்பாளையம், திருப்பூர். bbox=[69, 1314, 403, 1364]
section-subheading: பாக அமைப்பாளர்கள் : bbox=[1263, 461, 1380, 475]
booth-number: பாகம் – 233 bbox=[69, 597, 136, 612]
paragraph-text: ர.செந்தில், 2/53, தண்டுக்காரம்பாளையம், அவிநாசி, திருப்பூர். bbox=[69, 991, 403, 1024]
paragraph-text: (1) சி.நவீன்குமார், 3/67, கூட்டப்பள்ளி, தத்தனூர், திருப்பூர். (2) க.ரங்கநாதன், 146, சுள்ளிப்பாளையம், தத்தனூர், திருப்பூர். (3) ர.மூர்த்தி, 156, சுள்ளிப்பாளையம், தத்தனூர், திருப்பூர். bbox=[792, 1198, 1127, 1266]
organizer-paragraph bbox=[431, 1477, 765, 1531]
organizer-paragraph bbox=[792, 874, 1127, 964]
organizer-paragraph bbox=[792, 1196, 1127, 1268]
organizer-paragraph bbox=[431, 339, 765, 376]
booth-number: பாகம் – 174 bbox=[792, 2095, 860, 2110]
paragraph-text: (1) சு.பாலகிருஷ்ணன், 158, காந்தி நகர், அசநல்லிபாளையம், வேட்டுவபாளையம், திருப்பூர். (2) யசனோஜ், காந்தி நகர், அசநல்லிபாளையம், வேட்டுவ பாளையம், திருப்பூர். bbox=[69, 417, 403, 486]
organizer-paragraph bbox=[1154, 637, 1489, 727]
paragraph-text: பா.தமிழரசன், 2/15, ராக்கம்பாளையம், சேவூர், அவிநாசி, திருப்பூர். bbox=[431, 1115, 765, 1147]
booth-organizer: ர.ராதுல், 5/111, ஐயங்காடு, இராமியம் பாளையம், தண்டுக்காரன்பாளையம், அவிநாசி. bbox=[161, 2063, 403, 2113]
booth-separator: : bbox=[1234, 131, 1238, 145]
paragraph-text: (1) ச.பிரபு, 482/4/134, தேவேந்திர நகர், சேவூர், அவிநாசி, திருப்பூர். (2) அ.ரகுநாதன், 500, அம்பேத்கர் வீதி, சேவூர், அவிநாசி, திருப்பூர். (3) ஜோ.தனுஷ், 462, அம்பேத்கர் வீதி, சேவூர், அவிநாசி, திருப்பூர். bbox=[792, 248, 1127, 316]
booth-separator: : bbox=[148, 2063, 152, 2077]
booth-separator: : bbox=[872, 2254, 876, 2269]
